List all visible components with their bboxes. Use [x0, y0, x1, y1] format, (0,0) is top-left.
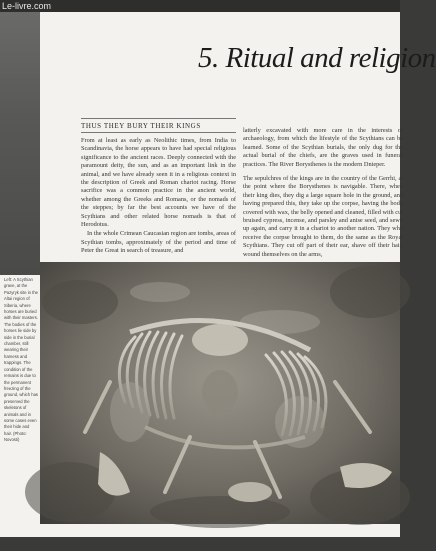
right-paragraph-1: latterly excavated with more care in the interests of archaeology, from which the lifestyle of the Scythians can be learned. Some of the Scythian burials, the only dug for the actual burial of the chiefs, are the graves used in funeral practices. The River Borysthenes is the modern Dnieper.: [243, 127, 403, 168]
grave-photo: [40, 262, 400, 524]
left-paragraph-2: In the whole Crimean Caucasian region are tombs, areas of Scythian tombs, approximately of the period and time of Peter the Great in search of treasure, and: [81, 230, 236, 255]
window-title-bar: [0, 0, 400, 12]
text-column-left: [81, 137, 236, 262]
horse-skeleton-image: [40, 262, 400, 524]
right-paragraph-2: The sepulchres of the kings are in the country of the Gerrhi, at the point where the Borysthenes is navigable. There, when their king dies, they dig a large square hole in the ground, and having prepared this, they take up the corpse, having the body covered with wax, the belly opened and cleaned, filled with cut bruised cypress, incense, and parsley and anise seed, and sewn up again, and carry it in a chariot to another nation. They who receive the corpse brought to them, do the same as the Royal Scythians. They cut off part of their ear, shave off their hair, wound themselves on the arms,: [243, 175, 403, 258]
window-title: Le-livre.com: [2, 1, 52, 11]
section-top-rule: [81, 118, 236, 119]
chapter-title: 5. Ritual and religion: [198, 42, 436, 74]
section-bottom-rule: [81, 132, 236, 133]
section-heading: THUS THEY BURY THEIR KINGS: [81, 122, 201, 130]
text-column-right: [243, 127, 403, 277]
left-margin-shadow: [0, 12, 40, 275]
book-page: [0, 12, 436, 537]
left-paragraph-1: From at least as early as Neolithic times, from India to Scandinavia, the horse appears to have had special religious significance to the ancient races. Deeply connected with the paramount deity, the sun, and as an important link in the animal, and we have already seen it in a religious context in the description of Greek and Roman chariot racing. Horse sacrifice was a common practice in the ancient world, whether among the Greeks and Romans, or the nomads of the steppes; by far the best accounts we have of the Scythians and other related horse nomads is that of Herodotus.: [81, 137, 236, 229]
photo-caption: Left: A Scythian grave, at the Pazyryk site in the Altai region of Siberia, where horses are buried with their masters. The bodies of the horses lie side by side in the burial chamber, still wearing their harness and trappings. The condition of the remains is due to the permanent freezing of the ground, which has preserved the skeletons of animals and in some cases even their hide and hair. (Photo: Novosti): [4, 277, 38, 443]
